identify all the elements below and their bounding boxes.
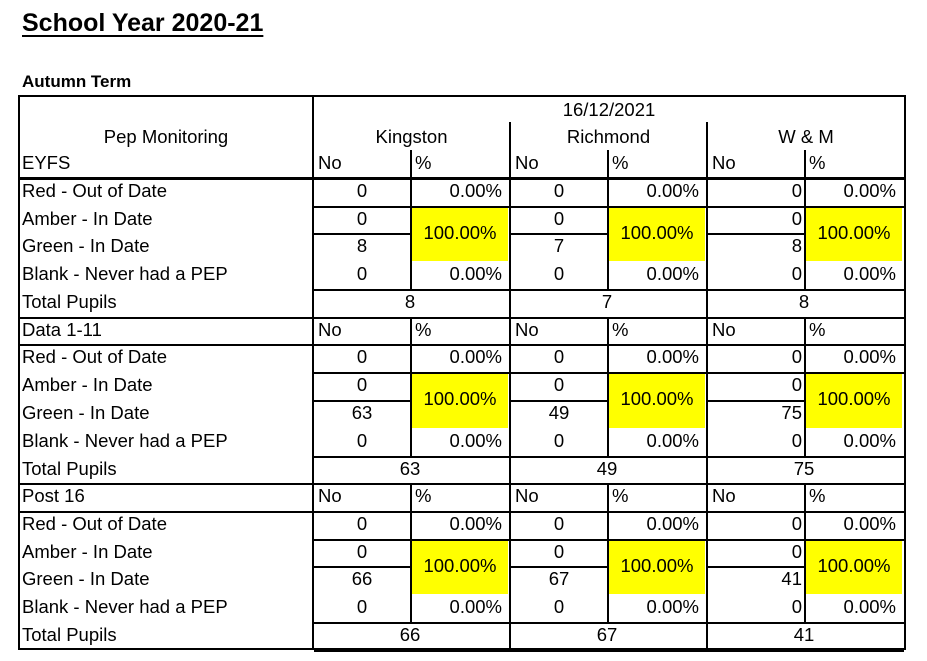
row-label: Red - Out of Date [22, 512, 167, 534]
percent-value: 0.00% [646, 179, 699, 201]
row-label: Green - In Date [22, 235, 150, 257]
section-name: Post 16 [22, 485, 85, 506]
amber-green-percent: 100.00% [423, 388, 497, 409]
count-value: 75 [781, 401, 802, 423]
percent-value: 0.00% [449, 263, 502, 285]
total-label: Total Pupils [22, 624, 117, 645]
count-value: 0 [356, 596, 368, 618]
total-value: 66 [399, 624, 421, 645]
col-header-pct: % [809, 485, 826, 506]
percent-value: 0.00% [646, 346, 699, 368]
col-header-pct: % [612, 485, 629, 506]
percent-value: 0.00% [843, 596, 896, 618]
amber-green-percent: 100.00% [423, 554, 497, 576]
section-rule [18, 483, 906, 485]
amber-green-percent: 100.00% [620, 221, 694, 243]
row-label: Green - In Date [22, 568, 150, 590]
total-value: 75 [793, 457, 815, 479]
percent-value: 0.00% [449, 179, 502, 201]
row-label: Red - Out of Date [22, 346, 167, 368]
count-value: 0 [356, 179, 368, 201]
count-value: 0 [553, 596, 565, 618]
percent-value: 0.00% [449, 346, 502, 368]
percent-value: 0.00% [646, 263, 699, 285]
count-value: 0 [791, 429, 802, 451]
count-value: 0 [791, 179, 802, 201]
col-header-no: No [515, 485, 539, 506]
col-header-no: No [318, 318, 342, 340]
area-header-kingston: Kingston [375, 126, 448, 147]
count-value: 8 [356, 235, 368, 257]
row-label: Blank - Never had a PEP [22, 263, 228, 285]
percent-value: 0.00% [646, 596, 699, 618]
count-value: 0 [553, 429, 565, 451]
count-value: 0 [791, 374, 802, 396]
col-header-no: No [318, 485, 342, 506]
count-value: 0 [791, 596, 802, 618]
col-header-pct: % [612, 318, 629, 340]
count-value: 41 [781, 568, 802, 590]
amber-green-percent: 100.00% [817, 221, 891, 243]
count-value: 49 [548, 401, 570, 423]
col-header-pct: % [415, 152, 432, 173]
count-value: 0 [553, 263, 565, 285]
total-value: 63 [399, 457, 421, 479]
col-header-pct: % [612, 152, 629, 173]
count-value: 0 [553, 346, 565, 368]
date-header: 16/12/2021 [562, 99, 656, 120]
percent-value: 0.00% [449, 512, 502, 534]
row-label: Amber - In Date [22, 540, 153, 562]
percent-value: 0.00% [646, 429, 699, 451]
count-value: 0 [356, 512, 368, 534]
count-value: 0 [356, 346, 368, 368]
total-label: Total Pupils [22, 291, 117, 312]
amber-green-percent: 100.00% [620, 388, 694, 409]
total-label: Total Pupils [22, 457, 117, 479]
col-header-no: No [515, 152, 539, 173]
row-label: Blank - Never had a PEP [22, 429, 228, 451]
total-value: 7 [601, 291, 613, 312]
count-value: 0 [356, 540, 368, 562]
count-value: 0 [356, 429, 368, 451]
percent-value: 0.00% [843, 346, 896, 368]
total-value: 67 [596, 624, 618, 645]
count-value: 0 [791, 346, 802, 368]
count-value: 0 [791, 512, 802, 534]
total-value: 8 [798, 291, 810, 312]
amber-green-percent: 100.00% [817, 388, 891, 409]
col-header-no: No [712, 318, 736, 340]
section-name: Data 1-11 [22, 318, 102, 340]
amber-green-percent: 100.00% [817, 554, 891, 576]
total-value: 8 [404, 291, 416, 312]
total-value: 41 [793, 624, 815, 645]
count-value: 66 [351, 568, 373, 590]
pep-monitoring-table [18, 95, 906, 650]
col-header-no: No [318, 152, 342, 173]
percent-value: 0.00% [843, 429, 896, 451]
percent-value: 0.00% [843, 263, 896, 285]
count-value: 8 [791, 235, 802, 257]
count-value: 0 [791, 263, 802, 285]
col-header-pct: % [809, 152, 826, 173]
row-label: Blank - Never had a PEP [22, 596, 228, 618]
page-title: School Year 2020-21 [22, 9, 264, 37]
count-value: 0 [356, 263, 368, 285]
count-value: 0 [791, 540, 802, 562]
col-header-pct: % [809, 318, 826, 340]
area-header-richmond: Richmond [566, 126, 651, 147]
count-value: 0 [791, 207, 802, 229]
row-label: Amber - In Date [22, 207, 153, 229]
count-value: 0 [356, 374, 368, 396]
col-header-pct: % [415, 485, 432, 506]
col-header-pct: % [415, 318, 432, 340]
count-value: 0 [553, 512, 565, 534]
area-header-wm: W & M [778, 126, 834, 147]
count-value: 0 [553, 374, 565, 396]
row-label: Amber - In Date [22, 374, 153, 396]
row-rule [314, 650, 904, 652]
count-value: 63 [351, 401, 373, 423]
percent-value: 0.00% [843, 512, 896, 534]
count-value: 0 [553, 540, 565, 562]
count-value: 67 [548, 568, 570, 590]
amber-green-percent: 100.00% [423, 221, 497, 243]
section-rule [18, 317, 906, 319]
percent-value: 0.00% [449, 596, 502, 618]
term-heading: Autumn Term [22, 72, 132, 91]
pep-monitoring-header: Pep Monitoring [103, 126, 229, 147]
row-label: Green - In Date [22, 401, 150, 423]
col-header-no: No [712, 152, 736, 173]
total-value: 49 [596, 457, 618, 479]
percent-value: 0.00% [449, 429, 502, 451]
col-header-no: No [712, 485, 736, 506]
count-value: 7 [553, 235, 565, 257]
percent-value: 0.00% [843, 179, 896, 201]
count-value: 0 [356, 207, 368, 229]
col-header-no: No [515, 318, 539, 340]
count-value: 0 [553, 207, 565, 229]
count-value: 0 [553, 179, 565, 201]
row-label: Red - Out of Date [22, 179, 167, 201]
section-name: EYFS [22, 152, 71, 173]
percent-value: 0.00% [646, 512, 699, 534]
amber-green-percent: 100.00% [620, 554, 694, 576]
